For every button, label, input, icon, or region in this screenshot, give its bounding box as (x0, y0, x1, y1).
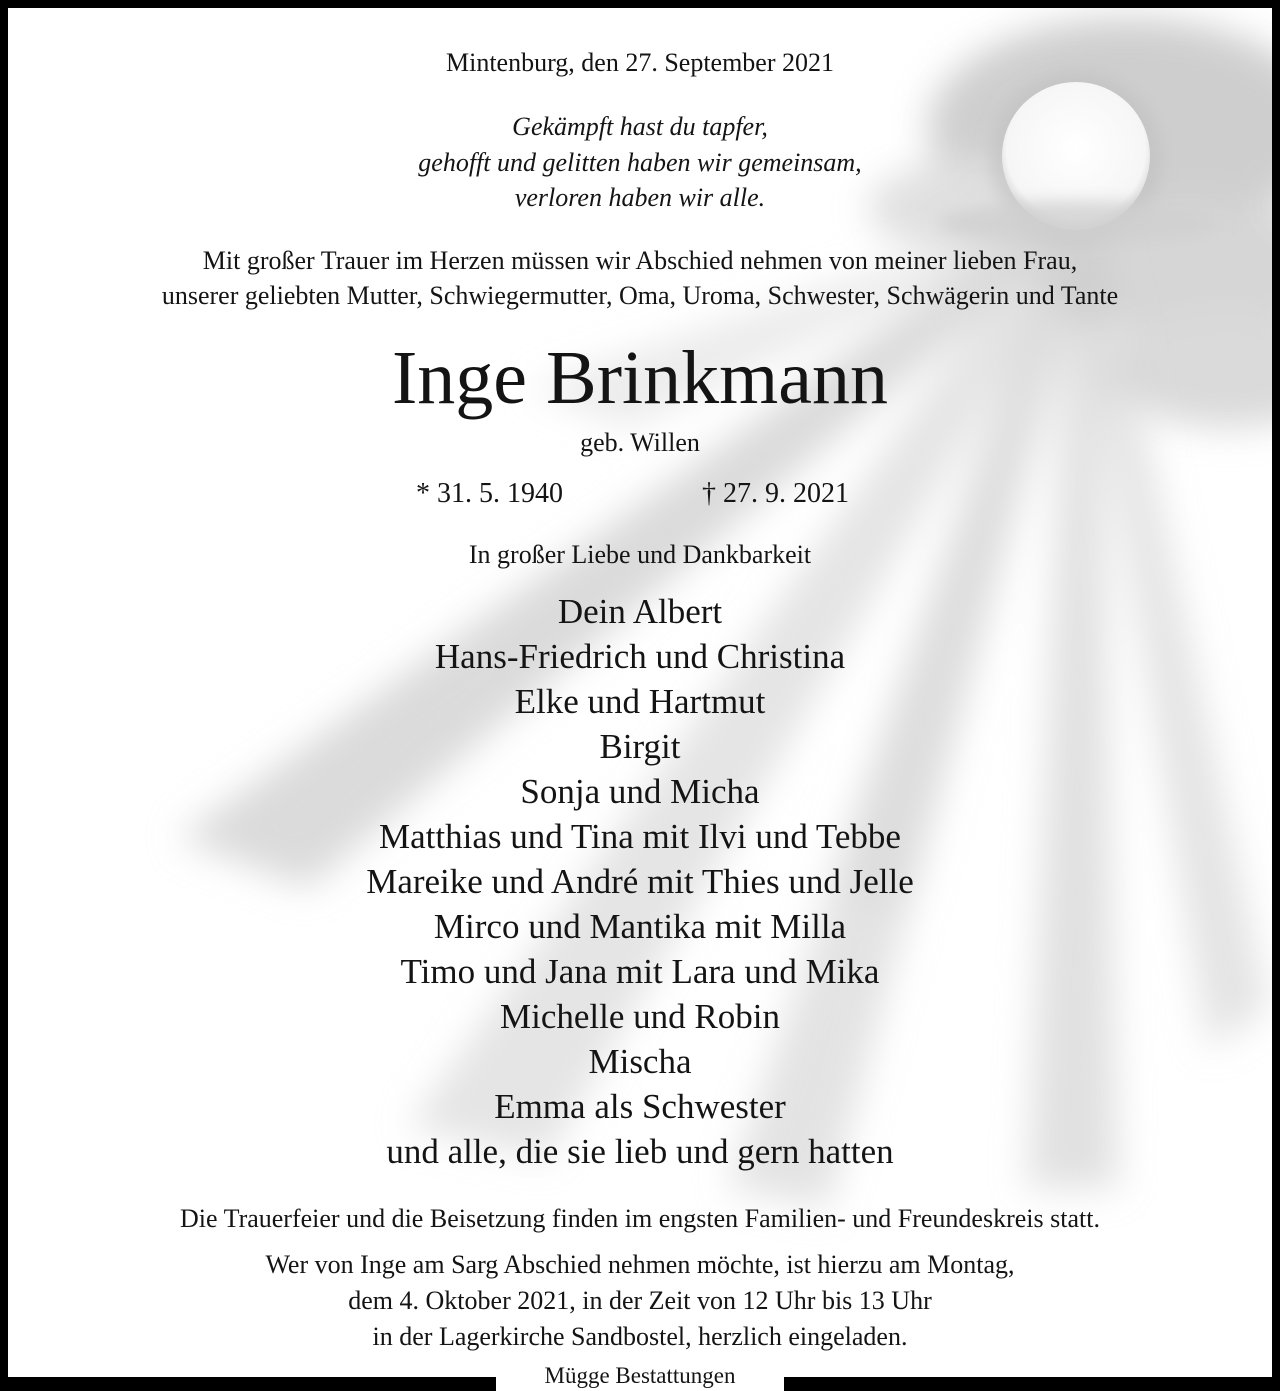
deceased-name: Inge Brinkmann (391, 336, 888, 420)
mourner-line: Sonja und Micha (520, 772, 760, 811)
intro-line: unserer geliebten Mutter, Schwiegermutter, Oma, Uroma, Schwester, Schwägerin und Tante (161, 281, 1119, 310)
death-date: † 27. 9. 2021 (702, 478, 849, 509)
mourner-line: Dein Albert (557, 592, 723, 631)
mourner-line: Hans-Friedrich und Christina (434, 637, 846, 676)
mourner-line: Mischa (588, 1042, 692, 1081)
intro-line: Mit großer Trauer im Herzen müssen wir Abschied nehmen von meiner lieben Frau, (202, 246, 1078, 275)
farewell-line: in der Lagerkirche Sandbostel, herzlich eingeladen. (372, 1322, 908, 1351)
mourner-line: Michelle und Robin (500, 997, 780, 1036)
poem-line: Gekämpft hast du tapfer, (512, 112, 768, 141)
mourner-line: Mirco und Mantika mit Milla (433, 907, 847, 946)
dedication: In großer Liebe und Dankbarkeit (468, 540, 812, 569)
poem-line: verloren haben wir alle. (514, 183, 766, 212)
mourner-line: und alle, die sie lieb und gern hatten (386, 1132, 894, 1171)
mourner-line: Birgit (599, 727, 681, 766)
mourner-line: Elke und Hartmut (514, 682, 766, 721)
maiden-name: geb. Willen (580, 428, 700, 457)
mourner-line: Emma als Schwester (494, 1087, 786, 1126)
mourner-line: Timo und Jana mit Lara und Mika (400, 952, 880, 991)
place-date: Mintenburg, den 27. September 2021 (445, 48, 835, 77)
service-note: Die Trauerfeier und die Beisetzung finden im engsten Familien- und Freundeskreis statt. (180, 1204, 1100, 1233)
mourner-line: Matthias und Tina mit Ilvi und Tebbe (379, 817, 901, 856)
farewell-line: Wer von Inge am Sarg Abschied nehmen möchte, ist hierzu am Montag, (265, 1250, 1015, 1279)
undertaker-name: Mügge Bestattungen (544, 1363, 736, 1388)
poem-line: gehofft und gelitten haben wir gemeinsam, (418, 148, 862, 177)
farewell-line: dem 4. Oktober 2021, in der Zeit von 12 Uhr bis 13 Uhr (348, 1286, 932, 1315)
mourner-line: Mareike und André mit Thies und Jelle (366, 862, 914, 901)
obituary-content (8, 8, 1272, 1391)
birth-date: * 31. 5. 1940 (416, 478, 563, 509)
